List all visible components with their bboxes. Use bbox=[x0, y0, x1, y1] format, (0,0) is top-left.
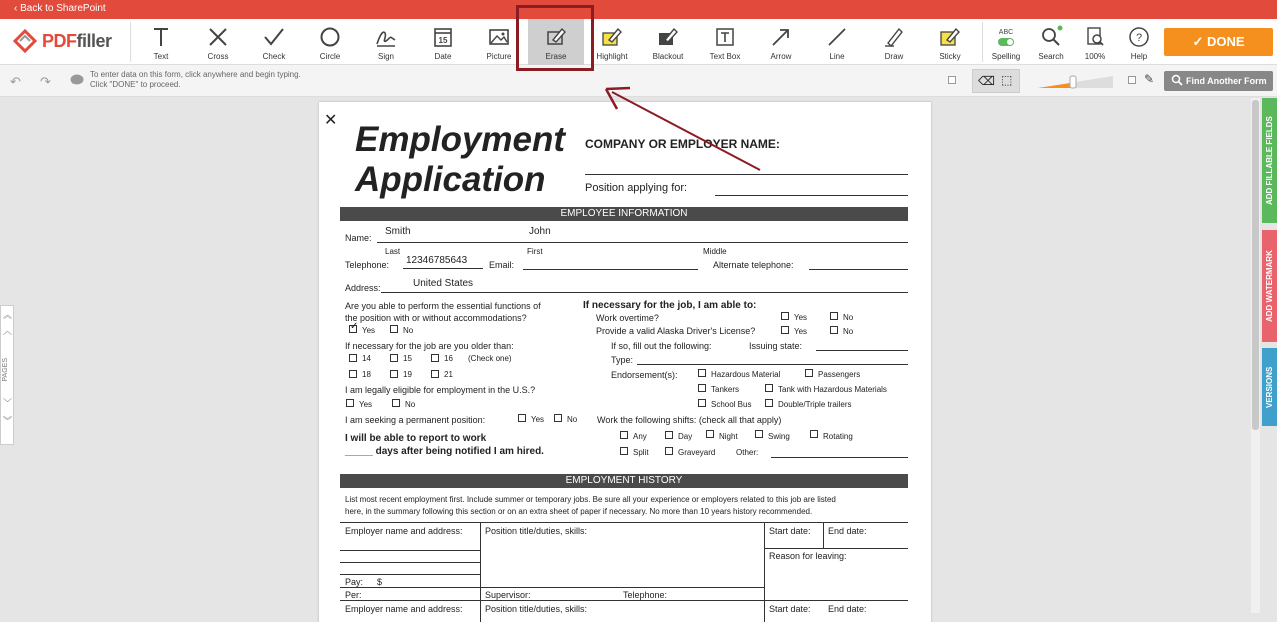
vertical-scrollbar[interactable] bbox=[1251, 98, 1260, 613]
versions-tab[interactable]: VERSIONS bbox=[1262, 348, 1277, 426]
checkmark-icon: ✓ bbox=[1192, 34, 1207, 49]
done-button[interactable]: ✓ DONE bbox=[1164, 28, 1273, 56]
sticky-tool-button[interactable]: Sticky bbox=[922, 19, 978, 65]
help-icon bbox=[1127, 25, 1151, 49]
eyedropper-icon[interactable]: ✎ bbox=[1144, 72, 1155, 86]
start-date-label: Start date: bbox=[769, 526, 811, 536]
license-yes-checkbox[interactable] bbox=[781, 326, 789, 334]
q-legally-eligible: I am legally eligible for employment in the U.S.? bbox=[345, 385, 536, 395]
type-label: Type: bbox=[611, 355, 634, 365]
history-line bbox=[764, 548, 908, 549]
shift-swing-checkbox[interactable] bbox=[755, 430, 763, 438]
history-line bbox=[340, 562, 480, 563]
blackout-tool-button[interactable]: Blackout bbox=[640, 19, 696, 65]
blackout-icon bbox=[656, 25, 680, 49]
history-table-divider bbox=[823, 522, 824, 549]
check-tool-button[interactable]: Check bbox=[246, 19, 302, 65]
employer-name-label: Employer name and address: bbox=[345, 526, 463, 536]
email-label: Email: bbox=[489, 260, 515, 270]
divider bbox=[130, 22, 131, 62]
end-date-label: End date: bbox=[828, 526, 867, 536]
school-bus-checkbox[interactable] bbox=[698, 399, 706, 407]
pay-dollar-sign: $ bbox=[377, 577, 383, 587]
age-15-checkbox[interactable] bbox=[390, 354, 398, 362]
q4-no-checkbox[interactable] bbox=[554, 414, 562, 422]
undo-icon[interactable]: ↶ bbox=[10, 74, 21, 89]
reason-leaving-label: Reason for leaving: bbox=[769, 551, 847, 561]
shift-graveyard-checkbox[interactable] bbox=[665, 447, 673, 455]
picture-tool-button[interactable]: Picture bbox=[471, 19, 527, 65]
history-line bbox=[340, 550, 480, 551]
address-value[interactable]: United States bbox=[413, 278, 474, 289]
erase-area-icon[interactable]: ⬚ bbox=[1001, 73, 1013, 87]
position-line[interactable] bbox=[715, 195, 908, 196]
shift-split-checkbox[interactable] bbox=[620, 447, 628, 455]
history-table-divider bbox=[480, 522, 481, 622]
svg-text:?: ? bbox=[1135, 32, 1143, 44]
shift-other-label: Other: bbox=[736, 448, 759, 457]
history-line bbox=[340, 587, 764, 588]
first-caption: First bbox=[527, 247, 543, 256]
hazmat-checkbox[interactable] bbox=[698, 369, 706, 377]
search-icon bbox=[1039, 25, 1063, 49]
form-title-line1: Employment bbox=[355, 120, 566, 159]
section-employment-history: EMPLOYMENT HISTORY bbox=[340, 474, 908, 488]
text-icon bbox=[149, 25, 173, 49]
shift-rotating-checkbox[interactable] bbox=[810, 430, 818, 438]
shift-day-checkbox[interactable] bbox=[665, 431, 673, 439]
history-table-divider bbox=[764, 522, 765, 622]
position-title-label: Position title/duties, skills: bbox=[485, 526, 588, 536]
check-icon bbox=[262, 25, 286, 49]
alt-telephone-line[interactable] bbox=[809, 269, 908, 270]
type-line[interactable] bbox=[637, 364, 908, 365]
employer-name-label-2: Employer name and address: bbox=[345, 604, 463, 614]
chevron-left-icon: ‹ bbox=[14, 3, 21, 14]
q-essential-functions: Are you able to perform the essential functions of bbox=[345, 301, 541, 311]
prev-page-icon[interactable]: ︿ bbox=[2, 326, 12, 336]
text-tool-button[interactable]: Text bbox=[133, 19, 189, 65]
able-to-heading: If necessary for the job, I am able to: bbox=[583, 300, 757, 311]
end-date-label-2: End date: bbox=[828, 604, 867, 614]
shift-other-line[interactable] bbox=[771, 457, 908, 458]
scrollbar-thumb[interactable] bbox=[1252, 100, 1259, 430]
alt-telephone-label: Alternate telephone: bbox=[713, 260, 794, 270]
form-title-line2: Application bbox=[355, 160, 546, 199]
fill-out-label: If so, fill out the following: bbox=[611, 341, 712, 351]
q1-no-checkbox[interactable] bbox=[390, 325, 398, 333]
q-report-to-work: I will be able to report to work bbox=[345, 433, 487, 444]
supervisor-telephone-label: Telephone: bbox=[623, 590, 668, 600]
draw-tool-button[interactable]: Draw bbox=[866, 19, 922, 65]
history-line bbox=[340, 600, 908, 601]
circle-tool-button[interactable]: Circle bbox=[302, 19, 358, 65]
checkmark-icon: ✓ bbox=[350, 321, 359, 332]
name-label: Name: bbox=[345, 233, 372, 243]
instruction-hint: To enter data on this form, click anywhere and begin typing. Click "DONE" to proceed. bbox=[90, 70, 301, 89]
q-essential-functions-2: the position with or without accommodations? bbox=[345, 313, 527, 323]
address-label: Address: bbox=[345, 283, 381, 293]
redo-icon[interactable]: ↷ bbox=[40, 74, 51, 89]
sign-tool-button[interactable]: Sign bbox=[358, 19, 414, 65]
first-name-value[interactable]: John bbox=[529, 226, 551, 237]
position-label: Position applying for: bbox=[585, 182, 688, 194]
q-older-than: If necessary for the job are you older than: bbox=[345, 341, 514, 351]
shift-night-checkbox[interactable] bbox=[706, 430, 714, 438]
age-18-checkbox[interactable] bbox=[349, 370, 357, 378]
last-page-icon[interactable]: ︾ bbox=[2, 416, 12, 426]
pages-label[interactable]: PAGES bbox=[2, 358, 9, 382]
sticky-note-icon bbox=[938, 25, 962, 49]
passengers-checkbox[interactable] bbox=[805, 369, 813, 377]
annotation-arrow-icon bbox=[600, 80, 770, 175]
q-drivers-license: Provide a valid Alaska Driver's License? bbox=[596, 326, 756, 336]
history-line bbox=[340, 574, 480, 575]
highlighter-icon bbox=[600, 25, 624, 49]
cross-icon bbox=[206, 25, 230, 49]
highlight-tool-button[interactable]: Highlight bbox=[584, 19, 640, 65]
textbox-tool-button[interactable]: Text Box bbox=[697, 19, 753, 65]
comment-icon bbox=[70, 74, 84, 86]
pdffiller-logo-icon bbox=[12, 28, 38, 54]
pencil-icon bbox=[882, 25, 906, 49]
logo-text-pdf: PDF bbox=[42, 30, 77, 51]
calendar-icon bbox=[431, 25, 455, 49]
zoom-icon bbox=[1083, 25, 1107, 49]
overtime-no-checkbox[interactable] bbox=[830, 312, 838, 320]
name-line bbox=[377, 242, 908, 243]
find-another-form-button[interactable]: Find Another Form bbox=[1164, 71, 1273, 91]
option-checkbox[interactable] bbox=[948, 76, 956, 84]
age-14-checkbox[interactable] bbox=[349, 354, 357, 362]
endorsements-label: Endorsement(s): bbox=[611, 370, 678, 380]
history-instructions-1: List most recent employment first. Include summer or temporary jobs. Be sure all your experience or employers related to this job are listed bbox=[345, 495, 836, 504]
top-bar bbox=[0, 0, 1277, 19]
cross-tool-button[interactable]: Cross bbox=[190, 19, 246, 65]
first-page-icon[interactable]: ︽ bbox=[2, 310, 12, 320]
erase-highlight-annotation bbox=[516, 5, 594, 71]
spelling-icon bbox=[994, 25, 1018, 49]
zoom-button[interactable]: 100% bbox=[1067, 19, 1123, 65]
search-icon bbox=[1171, 74, 1183, 86]
search-tool-button[interactable]: Search bbox=[1023, 19, 1079, 65]
color-checkbox[interactable] bbox=[1128, 76, 1136, 84]
license-no-checkbox[interactable] bbox=[830, 326, 838, 334]
email-line[interactable] bbox=[523, 269, 698, 270]
date-tool-button[interactable]: 15 Date bbox=[415, 19, 471, 65]
q-permanent-position: I am seeking a permanent position: bbox=[345, 415, 486, 425]
address-line bbox=[381, 292, 908, 293]
next-page-icon[interactable]: ﹀ bbox=[2, 398, 12, 408]
document-page[interactable]: ✕ Employment Application COMPANY OR EMPLOYER NAME: Position applying for: EMPLOYEE INFORMATION Name: Smith John Last First Middle Telephone: 12346785643 Email: Alternate telephone: Address: United States Are you able to perform the essential functions of the position with or without accommodations? ✓ Yes No If necessary for the job are you older than: 14 15 16 (Check one) 18 19 21 I am legally eligible for employment in the U.S.? Yes No I am seeking a permanent position: Yes No I will be able to report to work _____ days after being notified I am hired. If necessary for the job, I am able to: Work overtime? Yes No Provide a valid Alaska Driver's License? Yes No If so, fill out the following: Issuing state: Type: Endorsement(s): Hazardous Material Passengers Tankers Tank with Hazardous Materials School Bus Double/Triple trailers Work the following shifts: (check all that apply) Any Day Night Swing Rotating Split Graveyard Other: EMPLOYMENT HISTORY List most recent employment first. Include summer or temporary jobs. Be sure all your experience or employers related to this job are listed here, in the summary following this section or on an extra sheet of paper if necessary. No more than 10 years history recommended. Employer name and address: Position title/duties, skills: Start date: End date: Reason for leaving: Pay: $ Per: Supervisor: Telephone: Employer name and address: Position title/duties, skills: Start date: End date: bbox=[319, 102, 931, 622]
picture-icon bbox=[487, 25, 511, 49]
pages-panel bbox=[0, 305, 14, 445]
tankers-checkbox[interactable] bbox=[698, 384, 706, 392]
section-employee-information: EMPLOYEE INFORMATION bbox=[340, 207, 908, 221]
q4-yes-checkbox[interactable] bbox=[518, 414, 526, 422]
erase-tool-button[interactable]: Erase bbox=[528, 19, 584, 65]
history-instructions-2: here, in the summary following this section or on an extra sheet of paper if necessary. No more than 10 years history recommended. bbox=[345, 507, 813, 516]
q1-yes-checkbox[interactable] bbox=[349, 321, 359, 333]
circle-icon bbox=[318, 25, 342, 49]
eraser-size-slider[interactable] bbox=[1038, 73, 1113, 89]
signature-icon bbox=[374, 25, 398, 49]
last-name-value[interactable]: Smith bbox=[385, 226, 411, 237]
arrow-icon bbox=[769, 25, 793, 49]
eraser-mode-icon[interactable]: ⌫ bbox=[978, 74, 995, 88]
q3-yes-checkbox[interactable] bbox=[346, 399, 354, 407]
per-label: Per: bbox=[345, 590, 362, 600]
position-title-label-2: Position title/duties, skills: bbox=[485, 604, 588, 614]
shift-any-checkbox[interactable] bbox=[620, 431, 628, 439]
erase-mode-group bbox=[972, 69, 1020, 93]
line-icon bbox=[825, 25, 849, 49]
age-19-checkbox[interactable] bbox=[390, 370, 398, 378]
q-report-days: _____ days after being notified I am hired. bbox=[345, 446, 544, 457]
age-21-checkbox[interactable] bbox=[431, 370, 439, 378]
calendar-day-number: 15 bbox=[438, 36, 448, 45]
last-caption: Last bbox=[385, 247, 401, 256]
telephone-label: Telephone: bbox=[345, 260, 390, 270]
help-button[interactable]: ? Help bbox=[1111, 19, 1167, 65]
telephone-value[interactable]: 12346785643 bbox=[406, 255, 468, 266]
issuing-state-line[interactable] bbox=[816, 350, 908, 351]
back-to-sharepoint-link[interactable]: ‹ Back to SharePoint bbox=[14, 3, 106, 14]
start-date-label-2: Start date: bbox=[769, 604, 811, 614]
spelling-abc-text: ABC bbox=[998, 29, 1014, 36]
line-tool-button[interactable]: Line bbox=[809, 19, 865, 65]
issuing-state-label: Issuing state: bbox=[749, 341, 803, 351]
add-watermark-tab[interactable]: ADD WATERMARK bbox=[1262, 230, 1277, 342]
company-label: COMPANY OR EMPLOYER NAME: bbox=[585, 137, 780, 151]
arrow-tool-button[interactable]: Arrow bbox=[753, 19, 809, 65]
q-overtime: Work overtime? bbox=[596, 313, 659, 323]
textbox-icon bbox=[713, 25, 737, 49]
supervisor-label: Supervisor: bbox=[485, 590, 531, 600]
logo-text-filler: filler bbox=[76, 30, 112, 51]
age-16-checkbox[interactable] bbox=[431, 354, 439, 362]
overtime-yes-checkbox[interactable] bbox=[781, 312, 789, 320]
q3-no-checkbox[interactable] bbox=[392, 399, 400, 407]
add-fillable-fields-tab[interactable]: ADD FILLABLE FIELDS bbox=[1262, 98, 1277, 223]
pay-label: Pay: bbox=[345, 577, 364, 587]
telephone-line bbox=[403, 268, 483, 269]
toolbar bbox=[0, 19, 1277, 65]
close-icon[interactable]: ✕ bbox=[324, 112, 338, 129]
tank-hazmat-checkbox[interactable] bbox=[765, 384, 773, 392]
pdffiller-logo[interactable] bbox=[12, 28, 112, 54]
spelling-toggle[interactable]: ABC Spelling bbox=[978, 19, 1034, 65]
shifts-label: Work the following shifts: (check all that apply) bbox=[597, 415, 782, 425]
middle-caption: Middle bbox=[703, 247, 727, 256]
double-triple-checkbox[interactable] bbox=[765, 399, 773, 407]
